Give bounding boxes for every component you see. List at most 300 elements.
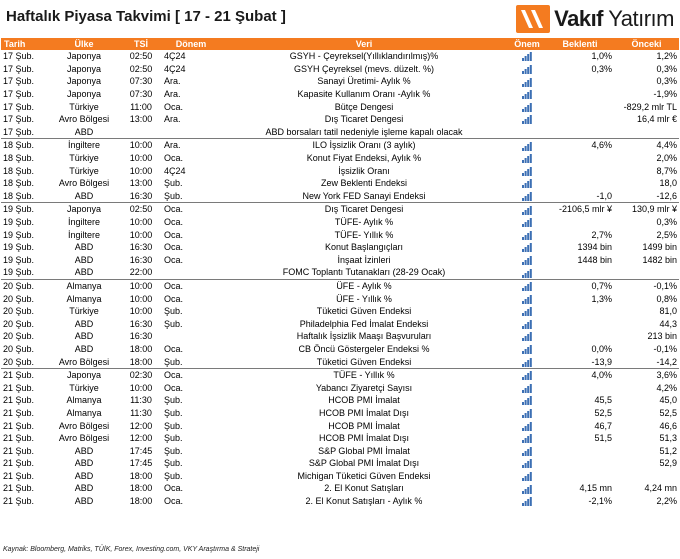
importance-bar: [524, 451, 526, 456]
expected-cell: 52,5: [594, 407, 612, 418]
date-cell: 18 Şub.: [3, 190, 35, 201]
page-title: Haftalık Piyasa Takvimi [ 17 - 21 Şubat ]: [6, 8, 286, 25]
page-header: [0, 0, 680, 38]
previous-cell: 44,3: [659, 318, 677, 329]
bar-chart-icon: [522, 384, 533, 393]
date-cell: 17 Şub.: [3, 114, 35, 125]
importance-cell: [508, 50, 546, 63]
indicator-cell: 2. El Konut Satışları - Aylık %: [305, 496, 423, 507]
importance-bar: [527, 233, 529, 240]
importance-bar: [529, 154, 531, 163]
expected-cell: 1,3%: [591, 293, 612, 304]
importance-bar: [527, 461, 529, 468]
expected-cell: 4,0%: [546, 368, 614, 381]
importance-cell: [508, 407, 546, 420]
importance-cell: [508, 355, 546, 368]
period-cell: Oca.: [162, 368, 220, 381]
table-row: [1, 432, 679, 445]
importance-bar: [527, 424, 529, 431]
bar-chart-icon: [522, 371, 533, 380]
time-cell: 10:00: [129, 293, 153, 304]
bar-chart-icon: [522, 179, 533, 188]
previous-cell: 0,3%: [656, 76, 677, 87]
time-cell: 02:50: [120, 50, 162, 63]
table-row: [1, 368, 679, 381]
indicator-cell: Haftalık İşsizlik Maaşı Başvuruları: [296, 331, 432, 342]
importance-bar: [527, 284, 529, 291]
table-row: [1, 203, 679, 216]
bar-chart-icon: [522, 358, 533, 367]
importance-bar: [522, 301, 524, 304]
importance-cell: [508, 495, 546, 508]
table-row: [1, 470, 679, 483]
importance-bar: [529, 231, 531, 240]
country-cell: Almanya: [48, 279, 120, 292]
table-row: [1, 292, 679, 305]
importance-bar: [522, 160, 524, 163]
importance-bar: [527, 105, 529, 112]
column-header-expected: Beklenti: [546, 38, 614, 50]
importance-bar: [524, 158, 526, 163]
time-cell: 12:00: [129, 420, 153, 431]
importance-bar: [527, 54, 529, 61]
importance-bar: [522, 503, 524, 506]
importance-bar: [522, 198, 524, 201]
date-cell: 21 Şub.: [1, 368, 48, 381]
logo-light-text: Yatırım: [603, 6, 674, 31]
country-cell: Türkiye: [69, 306, 99, 317]
country-cell: ABD: [74, 190, 94, 201]
importance-bar: [524, 324, 526, 329]
importance-bar: [522, 440, 524, 443]
bar-chart-icon: [522, 422, 533, 431]
previous-cell: 45,0: [659, 395, 677, 406]
period-cell: Oca.: [164, 229, 184, 240]
country-cell: Japonya: [48, 203, 120, 216]
importance-cell: [508, 254, 546, 267]
time-cell: 10:00: [129, 229, 153, 240]
country-cell: ABD: [74, 496, 94, 507]
date-cell: 20 Şub.: [1, 279, 48, 292]
date-cell: 21 Şub.: [3, 470, 35, 481]
importance-cell: [508, 190, 546, 203]
date-cell: 21 Şub.: [3, 382, 35, 393]
importance-bar: [522, 428, 524, 431]
importance-bar: [522, 338, 524, 341]
country-cell: ABD: [74, 242, 94, 253]
expected-cell: [546, 444, 614, 457]
importance-bar: [529, 103, 531, 112]
calendar-body: [1, 50, 679, 508]
importance-bar: [529, 78, 531, 87]
bar-chart-icon: [522, 434, 533, 443]
table-row: [1, 343, 679, 356]
time-cell: 18:00: [129, 470, 153, 481]
indicator-cell: Konut Başlangıçları: [324, 242, 404, 253]
importance-bar: [527, 347, 529, 354]
importance-bar: [529, 243, 531, 252]
previous-cell: 51,2: [659, 445, 677, 456]
country-cell: Japonya: [48, 50, 120, 63]
importance-bar: [522, 275, 524, 278]
importance-cell: [508, 75, 546, 88]
indicator-cell: İşsizlik Oranı: [338, 165, 390, 176]
importance-bar: [527, 398, 529, 405]
country-cell: ABD: [74, 343, 94, 354]
time-cell: 10:00: [120, 279, 162, 292]
time-cell: 13:00: [129, 178, 153, 189]
previous-cell: 0,8%: [656, 293, 677, 304]
expected-cell: -2106,5 mlr ¥: [546, 203, 614, 216]
table-row: [1, 113, 679, 126]
time-cell: 16:30: [129, 331, 153, 342]
column-header-importance: Önem: [508, 38, 546, 50]
date-cell: 19 Şub.: [3, 242, 35, 253]
importance-bar: [529, 65, 531, 74]
table-row: [1, 355, 679, 368]
period-cell: Şub.: [164, 395, 183, 406]
column-header-country: Ülke: [48, 38, 120, 50]
indicator-cell: İnşaat İzinleri: [337, 254, 391, 265]
importance-bar: [529, 409, 531, 418]
importance-bar: [529, 384, 531, 393]
time-cell: 11:30: [130, 395, 152, 406]
importance-bar: [524, 222, 526, 227]
expected-cell: 0,0%: [591, 343, 612, 354]
date-cell: 20 Şub.: [3, 331, 35, 342]
table-row: [1, 495, 679, 508]
previous-cell: [614, 266, 679, 279]
importance-bar: [529, 320, 531, 329]
importance-bar: [522, 313, 524, 316]
expected-cell: [546, 177, 614, 190]
importance-bar: [522, 173, 524, 176]
logo-wordmark: [554, 6, 674, 32]
bar-chart-icon: [522, 320, 533, 329]
importance-bar: [522, 148, 524, 151]
country-cell: Japonya: [48, 368, 120, 381]
importance-bar: [524, 273, 526, 278]
country-cell: Türkiye: [69, 153, 99, 164]
country-cell: İngiltere: [67, 217, 101, 228]
bar-chart-icon: [522, 472, 533, 481]
expected-cell: -2,1%: [588, 496, 612, 507]
date-cell: 21 Şub.: [3, 445, 35, 456]
importance-bar: [527, 474, 529, 481]
bar-chart-icon: [522, 142, 533, 151]
period-cell: Oca.: [164, 382, 184, 393]
importance-bar: [522, 415, 524, 418]
indicator-cell: ABD borsaları tatil nedeniyle işleme kapalı olacak: [265, 126, 463, 137]
time-cell: 12:00: [129, 433, 153, 444]
previous-cell: 0,3%: [656, 63, 677, 74]
expected-cell: [546, 164, 614, 177]
country-cell: İngiltere: [48, 139, 120, 152]
time-cell: 16:30: [129, 242, 153, 253]
importance-bar: [524, 56, 526, 61]
period-cell: Oca.: [162, 203, 220, 216]
date-cell: 21 Şub.: [3, 407, 35, 418]
period-cell: 4Ç24: [162, 50, 220, 63]
indicator-cell: 2. El Konut Satışları: [324, 483, 404, 494]
date-cell: 19 Şub.: [3, 267, 35, 278]
importance-bar: [522, 237, 524, 240]
previous-cell: 2,5%: [656, 229, 677, 240]
bar-chart-icon: [522, 231, 533, 240]
table-row: [1, 279, 679, 292]
date-cell: 20 Şub.: [3, 343, 35, 354]
indicator-cell: Dış Ticaret Dengesi: [324, 114, 404, 125]
indicator-cell: HCOB PMI İmalat: [328, 420, 400, 431]
importance-bar: [522, 465, 524, 468]
date-cell: 17 Şub.: [3, 63, 35, 74]
table-row: [1, 330, 679, 343]
period-cell: Oca.: [164, 483, 184, 494]
expected-cell: 1394 bin: [577, 242, 612, 253]
previous-cell: -1,9%: [653, 89, 677, 100]
previous-cell: [614, 470, 679, 483]
period-cell: Oca.: [164, 293, 184, 304]
importance-bar: [522, 212, 524, 215]
importance-bar: [529, 269, 531, 278]
indicator-cell: Kapasite Kullanım Oranı -Aylık %: [297, 89, 431, 100]
date-cell: 19 Şub.: [1, 203, 48, 216]
time-cell: 11:30: [130, 407, 152, 418]
importance-cell: [508, 292, 546, 305]
importance-cell: [508, 470, 546, 483]
period-cell: Şub.: [164, 445, 183, 456]
importance-cell: [508, 126, 546, 139]
importance-cell: [508, 482, 546, 495]
importance-bar: [527, 449, 529, 456]
importance-bar: [524, 438, 526, 443]
importance-bar: [527, 487, 529, 494]
indicator-cell: TÜFE - Yıllık %: [220, 368, 508, 381]
importance-bar: [529, 192, 531, 201]
table-row: [1, 177, 679, 190]
expected-cell: [546, 330, 614, 343]
period-cell: Şub.: [164, 318, 183, 329]
importance-cell: [508, 63, 546, 76]
table-row: [1, 482, 679, 495]
date-cell: 19 Şub.: [3, 254, 35, 265]
period-cell: 4Ç24: [164, 165, 186, 176]
time-cell: 18:00: [129, 496, 153, 507]
date-cell: 20 Şub.: [3, 306, 35, 317]
period-cell: Oca.: [164, 217, 184, 228]
date-cell: 18 Şub.: [3, 178, 35, 189]
previous-cell: 0,3%: [656, 217, 677, 228]
importance-bar: [524, 426, 526, 431]
period-cell: Şub.: [164, 356, 183, 367]
importance-bar: [529, 256, 531, 265]
column-header-time: TSİ: [120, 38, 162, 50]
time-cell: 02:50: [129, 63, 153, 74]
table-row: [1, 317, 679, 330]
period-cell: Oca.: [164, 101, 184, 112]
indicator-cell: FOMC Toplantı Tutanakları (28-29 Ocak): [282, 267, 446, 278]
time-cell: 16:30: [129, 190, 153, 201]
previous-cell: 4,2%: [656, 382, 677, 393]
time-cell: 02:30: [120, 368, 162, 381]
bar-chart-icon: [522, 206, 533, 215]
table-row: [1, 88, 679, 101]
importance-bar: [529, 90, 531, 99]
bar-chart-icon: [522, 154, 533, 163]
previous-cell: 51,3: [659, 433, 677, 444]
indicator-cell: ÜFE - Aylık %: [220, 279, 508, 292]
country-cell: Japonya: [66, 89, 102, 100]
time-cell: 17:45: [129, 458, 153, 469]
time-cell: 02:50: [120, 203, 162, 216]
previous-cell: 213 bin: [647, 331, 677, 342]
country-cell: Almanya: [66, 395, 102, 406]
importance-bar: [529, 142, 531, 151]
importance-bar: [522, 402, 524, 405]
importance-bar: [527, 169, 529, 176]
bar-chart-icon: [522, 396, 533, 405]
importance-bar: [524, 107, 526, 112]
period-cell: Oca.: [162, 279, 220, 292]
importance-bar: [524, 235, 526, 240]
table-row: [1, 419, 679, 432]
country-cell: Türkiye: [69, 165, 99, 176]
date-cell: 21 Şub.: [3, 433, 35, 444]
importance-bar: [527, 309, 529, 316]
date-cell: 18 Şub.: [3, 165, 35, 176]
expected-cell: 2,7%: [591, 229, 612, 240]
importance-cell: [508, 241, 546, 254]
date-cell: 21 Şub.: [3, 395, 35, 406]
logo-strong-text: Vakıf: [554, 6, 604, 31]
time-cell: [120, 126, 162, 139]
importance-cell: [508, 228, 546, 241]
date-cell: 20 Şub.: [3, 318, 35, 329]
importance-bar: [527, 271, 529, 278]
country-cell: Almanya: [66, 293, 102, 304]
table-row: [1, 190, 679, 203]
indicator-cell: Dış Ticaret Dengesi: [220, 203, 508, 216]
importance-bar: [527, 117, 529, 124]
bar-chart-icon: [522, 192, 533, 201]
importance-cell: [508, 343, 546, 356]
bar-chart-icon: [522, 52, 533, 61]
importance-bar: [529, 345, 531, 354]
previous-cell: 1499 bin: [642, 242, 677, 253]
bar-chart-icon: [522, 243, 533, 252]
table-row: [1, 444, 679, 457]
importance-bar: [522, 224, 524, 227]
time-cell: 16:30: [129, 254, 153, 265]
importance-cell: [508, 139, 546, 152]
importance-cell: [508, 164, 546, 177]
indicator-cell: HCOB PMI İmalat Dışı: [318, 407, 409, 418]
importance-bar: [522, 288, 524, 291]
importance-bar: [529, 358, 531, 367]
table-row: [1, 266, 679, 279]
importance-bar: [527, 297, 529, 304]
importance-bar: [527, 92, 529, 99]
importance-cell: [508, 203, 546, 216]
importance-bar: [527, 80, 529, 87]
expected-cell: -1,0: [596, 190, 612, 201]
expected-cell: 0,7%: [546, 279, 614, 292]
indicator-cell: HCOB PMI İmalat: [328, 395, 400, 406]
importance-bar: [522, 262, 524, 265]
importance-bar: [527, 258, 529, 265]
country-cell: ABD: [74, 331, 94, 342]
expected-cell: [546, 381, 614, 394]
table-row: [1, 63, 679, 76]
column-header-data: Veri: [220, 38, 508, 50]
importance-bar: [524, 349, 526, 354]
column-header-date: Tarih: [1, 38, 48, 50]
importance-bar: [524, 501, 526, 506]
indicator-cell: GSYH Çeyreksel (mevs. düzelt. %): [293, 63, 435, 74]
previous-cell: 18,0: [659, 178, 677, 189]
country-cell: Japonya: [66, 76, 102, 87]
importance-bar: [529, 282, 531, 291]
period-cell: Oca.: [164, 343, 184, 354]
table-row: [1, 254, 679, 267]
table-row: [1, 126, 679, 139]
importance-bar: [522, 326, 524, 329]
calendar-table: [1, 38, 679, 507]
importance-cell: [508, 394, 546, 407]
importance-bar: [529, 307, 531, 316]
table-row: [1, 305, 679, 318]
importance-bar: [524, 413, 526, 418]
importance-bar: [524, 196, 526, 201]
importance-bar: [522, 491, 524, 494]
time-cell: 10:00: [129, 165, 153, 176]
time-cell: 18:00: [129, 343, 153, 354]
bar-chart-icon: [522, 115, 533, 124]
previous-cell: 2,2%: [656, 496, 677, 507]
period-cell: [162, 330, 220, 343]
bar-chart-icon: [522, 282, 533, 291]
importance-bar: [522, 185, 524, 188]
importance-bar: [522, 390, 524, 393]
indicator-cell: S&P Global PMI İmalat Dışı: [308, 458, 420, 469]
importance-bar: [529, 218, 531, 227]
date-cell: 19 Şub.: [3, 229, 35, 240]
column-header-period: Dönem: [162, 38, 220, 50]
previous-cell: 46,6: [659, 420, 677, 431]
importance-bar: [524, 388, 526, 393]
expected-cell: [546, 457, 614, 470]
country-cell: ABD: [74, 458, 94, 469]
time-cell: 07:30: [129, 76, 153, 87]
time-cell: 10:00: [129, 153, 153, 164]
period-cell: Oca.: [164, 496, 184, 507]
importance-bar: [522, 84, 524, 87]
country-cell: ABD: [74, 267, 94, 278]
bar-chart-icon: [522, 409, 533, 418]
importance-bar: [529, 485, 531, 494]
importance-bar: [522, 364, 524, 367]
indicator-cell: TÜFE- Yıllık %: [334, 229, 394, 240]
previous-cell: 4,24 mn: [644, 483, 677, 494]
previous-cell: -14,2: [656, 356, 677, 367]
importance-bar: [524, 94, 526, 99]
country-cell: Avro Bölgesi: [58, 114, 110, 125]
indicator-cell: Tüketici Güven Endeksi: [316, 306, 412, 317]
country-cell: Avro Bölgesi: [58, 356, 110, 367]
importance-cell: [508, 266, 546, 279]
expected-cell: [546, 88, 614, 101]
table-row: [1, 457, 679, 470]
